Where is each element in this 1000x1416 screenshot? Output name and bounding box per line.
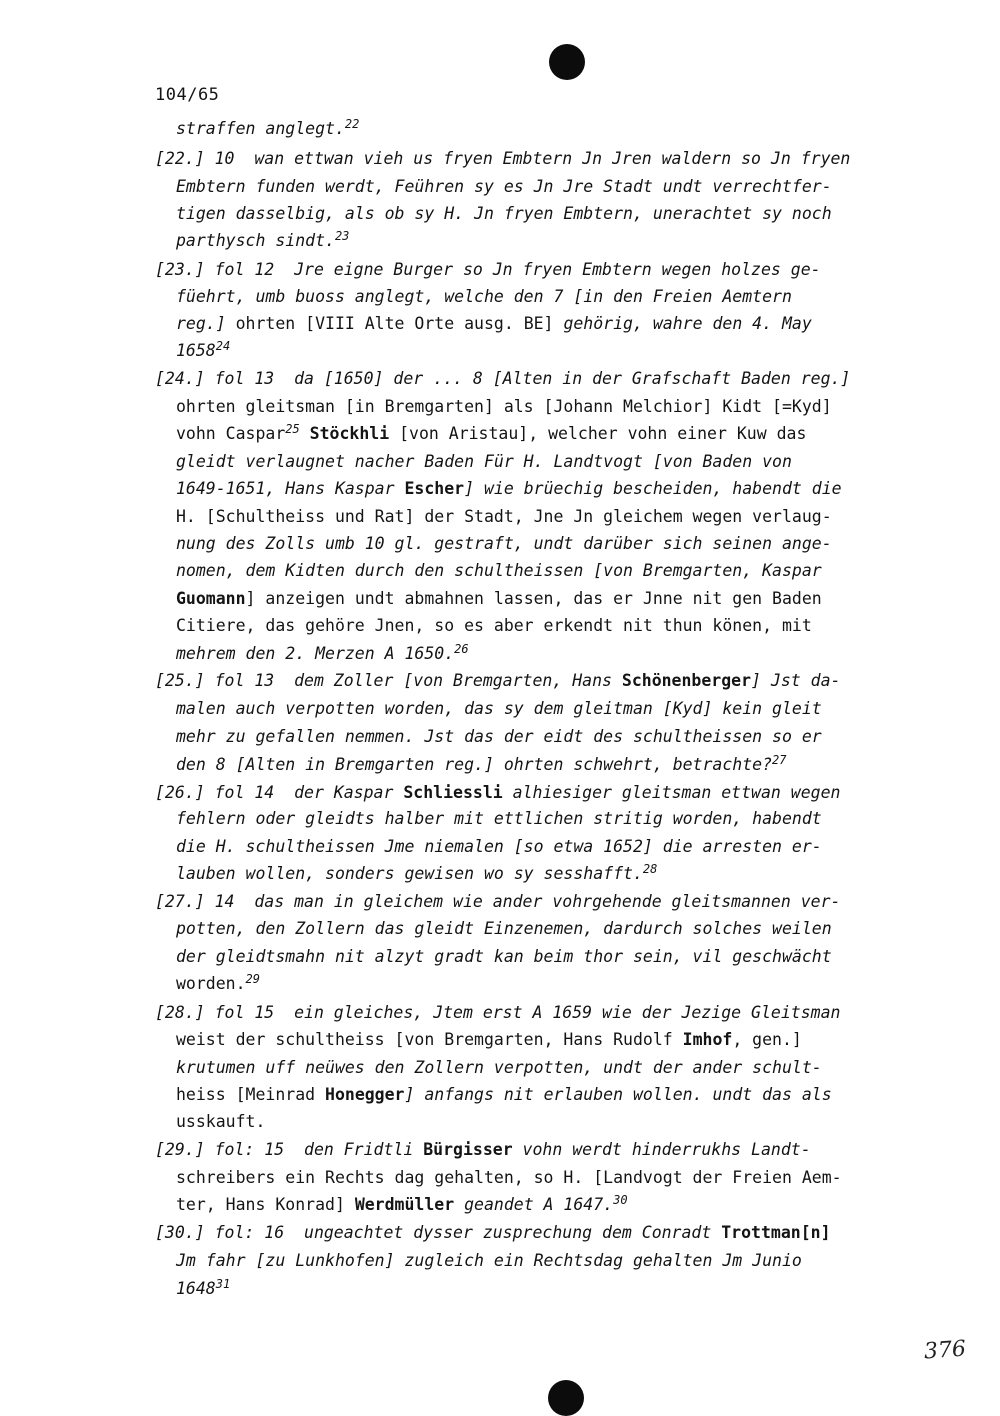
text-line — [176, 1167, 842, 1189]
text-line — [176, 754, 786, 776]
text-segment: Jm fahr [zu Lunkhofen] zugleich ein Rechtsdag gehalten Jm Junio — [176, 1251, 802, 1270]
surname: Schliessli — [403, 783, 503, 802]
text-segment: potten, den Zollern das gleidt Einzenemen, dardurch solches weilen — [176, 919, 832, 938]
text-line — [176, 1084, 832, 1106]
text-line — [176, 506, 832, 528]
text-line — [176, 203, 832, 225]
surname: Schönenberger — [621, 671, 752, 690]
text-segment: den 8 [Alten in Bremgarten reg.] ohrten schwehrt, betrachte? — [176, 755, 773, 774]
text-line — [176, 1194, 628, 1216]
text-line — [155, 1002, 840, 1024]
text-segment: lauben wollen, sonders gewisen wo sy sesshafft. — [176, 864, 643, 883]
surname: Guomann — [176, 589, 246, 608]
text-segment: gleidt verlaugnet nacher Baden Für H. Landtvogt [von Baden von — [176, 452, 792, 471]
text-line — [176, 1029, 802, 1051]
text-segment: 1658 — [176, 341, 216, 360]
text-segment: geandet A 1647. — [454, 1195, 614, 1214]
text-segment: weist der schultheiss [von Bremgarten, Hans Rudolf — [176, 1030, 683, 1049]
text-segment: reg.] — [176, 314, 236, 333]
text-segment: mehr zu gefallen nemmen. Jst das der eidt des schultheissen so er — [176, 727, 822, 746]
text-segment: ] anzeigen undt abmahnen lassen, das er Jnne nit gen Baden — [245, 589, 822, 608]
text-line — [155, 368, 850, 390]
text-line — [155, 1139, 811, 1161]
text-segment: füehrt, umb buoss anglegt, welche den 7 [in den Freien Aemtern — [176, 287, 792, 306]
text-segment: ] Jst da- — [751, 671, 841, 690]
text-segment: nung des Zolls umb 10 gl. gestraft, undt darüber sich seinen ange- — [176, 534, 832, 553]
text-segment: fehlern oder gleidts halber mit ettlichen stritig worden, habendt — [176, 809, 822, 828]
text-segment: vohn werdt hinderrukhs Landt- — [512, 1140, 811, 1159]
text-line — [176, 863, 657, 885]
text-line — [176, 1278, 230, 1300]
footnote-marker: 28 — [642, 862, 658, 876]
text-segment: nomen, dem Kidten durch den schultheissen [von Bremgarten, Kaspar — [176, 561, 822, 580]
text-segment: tigen dasselbig, als ob sy H. Jn fryen Embtern, unerachtet sy noch — [176, 204, 832, 223]
surname: Honegger — [325, 1085, 405, 1104]
text-line — [176, 423, 806, 445]
text-segment: heiss [Meinrad — [176, 1085, 326, 1104]
text-line — [176, 560, 822, 582]
footnote-marker: 22 — [344, 117, 360, 131]
page-header: 104/65 — [155, 85, 220, 105]
text-line — [176, 176, 832, 198]
text-line — [176, 726, 822, 748]
text-segment: krutumen uff neüwes den Zollern verpotten, undt der ander schult- — [176, 1058, 822, 1077]
text-segment: malen auch verpotten worden, das sy dem gleitman [Kyd] kein gleit — [176, 699, 822, 718]
text-line — [176, 478, 842, 500]
handwritten-page-number: 376 — [923, 1336, 967, 1365]
footnote-marker: 30 — [613, 1193, 628, 1207]
text-segment: ohrten gleitsman [in Bremgarten] als [Johann Melchior] Kidt [=Kyd] — [176, 397, 832, 416]
text-line — [176, 230, 349, 252]
text-segment: [von Aristau], welcher vohn einer Kuw das — [389, 424, 807, 443]
text-segment: [29.] fol: 15 den Fridtli — [155, 1140, 424, 1159]
text-line — [176, 396, 832, 418]
text-segment — [300, 424, 310, 443]
text-line — [176, 918, 832, 940]
surname: Imhof — [682, 1030, 733, 1049]
text-line — [176, 286, 792, 308]
text-segment: worden. — [176, 974, 246, 993]
text-line — [176, 451, 792, 473]
text-segment: gehörig, wahre den 4. May — [563, 314, 812, 333]
surname: Escher — [404, 479, 465, 498]
text-line — [176, 808, 822, 830]
text-line — [155, 782, 840, 804]
text-line — [155, 670, 840, 692]
text-line — [155, 891, 840, 913]
text-segment: [22.] 10 wan ettwan vieh us fryen Embtern Jn Jren waldern so Jn fryen — [155, 149, 851, 168]
surname: Trottman[n] — [721, 1223, 831, 1242]
text-segment: [24.] fol 13 da [1650] der ... 8 [Alten in der Grafschaft Baden reg.] — [155, 369, 851, 388]
footnote-marker: 24 — [215, 339, 231, 353]
text-segment: ] wie brüechig bescheiden, habendt die — [464, 479, 842, 498]
text-segment: straffen anglegt. — [176, 119, 345, 138]
surname: Werdmüller — [354, 1195, 455, 1214]
surname: Bürgisser — [423, 1140, 513, 1159]
text-segment: alhiesiger gleitsman ettwan wegen — [502, 783, 841, 802]
surname: Stöckhli — [309, 424, 390, 443]
text-segment: [26.] fol 14 der Kaspar — [155, 783, 404, 802]
text-segment: [25.] fol 13 dem Zoller [von Bremgarten, Hans — [155, 671, 622, 690]
footnote-marker: 29 — [245, 972, 260, 986]
text-segment: vohn Caspar — [176, 424, 286, 443]
text-line — [176, 1057, 822, 1079]
text-segment: , gen.] — [732, 1030, 802, 1049]
text-line — [176, 1250, 802, 1272]
text-segment: 1649-1651, Hans Kaspar — [176, 479, 405, 498]
text-segment: Embtern funden werdt, Feühren sy es Jn Jre Stadt undt verrechtfer- — [176, 177, 832, 196]
footnote-marker: 25 — [285, 422, 300, 436]
text-segment: der gleidtsmahn nit alzyt gradt kan beim thor sein, vil geschwächt — [176, 947, 832, 966]
text-line — [155, 259, 821, 281]
text-line — [176, 533, 832, 555]
text-line — [176, 698, 822, 720]
text-line — [176, 973, 260, 995]
text-line — [176, 313, 812, 335]
text-segment: schreibers ein Rechts dag gehalten, so H. [Landvogt der Freien Aem- — [176, 1168, 842, 1187]
text-segment: usskauft. — [176, 1112, 266, 1131]
text-segment: ohrten [VIII Alte Orte ausg. BE] — [235, 314, 564, 333]
text-segment: parthysch sindt. — [176, 231, 335, 250]
footnote-marker: 23 — [334, 229, 350, 243]
text-segment: [30.] fol: 16 ungeachtet dysser zusprechung dem Conradt — [155, 1223, 722, 1242]
text-segment: [28.] fol 15 ein gleiches, Jtem erst A 1659 wie der Jezige Gleitsman — [155, 1003, 841, 1022]
text-segment: [23.] fol 12 Jre eigne Burger so Jn fryen Embtern wegen holzes ge- — [155, 260, 821, 279]
text-line — [176, 588, 822, 610]
text-segment: ter, Hans Konrad] — [176, 1195, 355, 1214]
text-segment: 1648 — [176, 1279, 216, 1298]
footnote-marker: 27 — [772, 753, 787, 767]
text-line — [176, 615, 812, 637]
text-line — [176, 1111, 265, 1133]
text-segment: die H. schultheissen Jme niemalen [so etwa 1652] die arresten er- — [176, 837, 822, 856]
text-line — [176, 836, 822, 858]
text-line — [176, 118, 359, 140]
text-line — [155, 148, 850, 170]
text-line — [155, 1222, 831, 1244]
text-segment: Citiere, das gehöre Jnen, so es aber erkendt nit thun könen, mit — [176, 616, 812, 635]
text-segment: ] anfangs nit erlauben wollen. undt das als — [404, 1085, 832, 1104]
text-segment: H. [Schultheiss und Rat] der Stadt, Jne Jn gleichem wegen verlaug- — [176, 507, 832, 526]
footnote-marker: 26 — [454, 642, 469, 656]
footnote-marker: 31 — [215, 1277, 231, 1291]
text-segment: [27.] 14 das man in gleichem wie ander vohrgehende gleitsmannen ver- — [155, 892, 841, 911]
text-segment: mehrem den 2. Merzen A 1650. — [176, 644, 455, 663]
text-line — [176, 946, 832, 968]
text-line — [176, 643, 469, 665]
text-line — [176, 340, 230, 362]
